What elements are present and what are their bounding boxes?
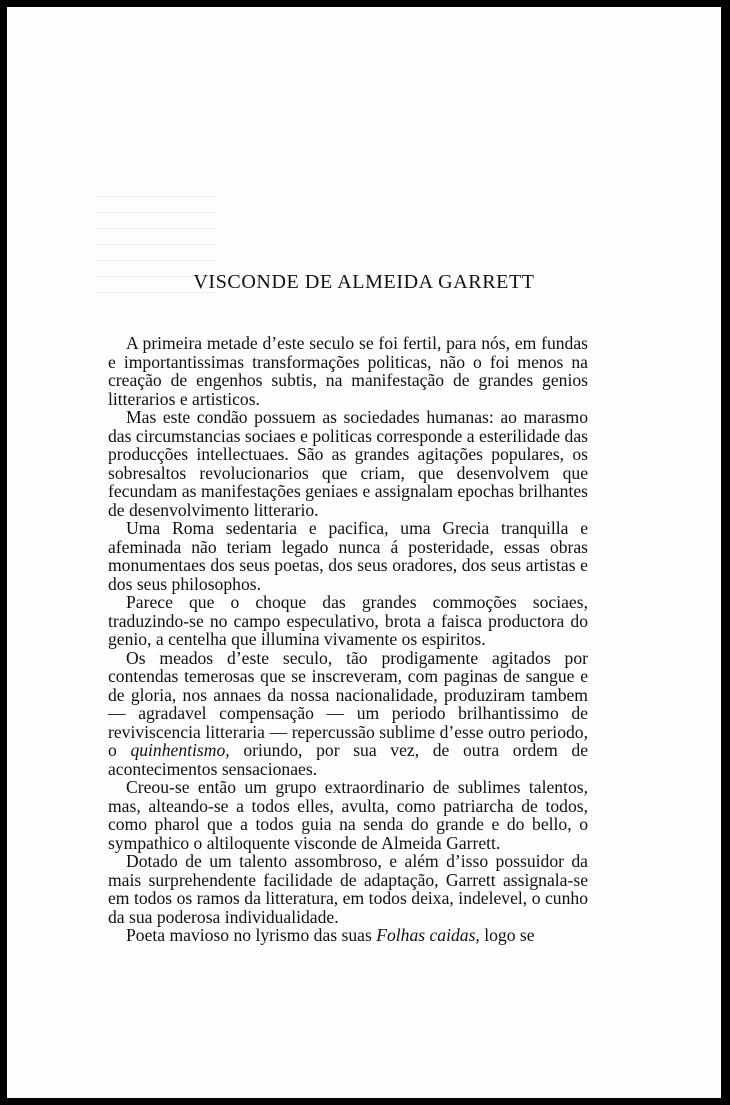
paragraph — [108, 593, 588, 649]
paragraph — [108, 649, 588, 779]
text-run: A primeira metade d’este seculo se foi fertil, para nós, em fundas e importantissimas transformações politicas, não o foi menos na creação de engenhos subtis, na manifestação de grandes genios litterarios e artisticos. — [108, 333, 588, 409]
italic-text: Folhas caidas, — [376, 925, 480, 945]
paragraph — [108, 852, 588, 926]
paragraph — [108, 926, 588, 945]
paragraph — [108, 334, 588, 408]
text-run: Parece que o choque das grandes commoções sociaes, traduzindo-se no campo especulativo, brota a faisca productora do genio, a centelha que illumina vivamente os espiritos. — [108, 592, 588, 649]
text-run: Dotado de um talento assombroso, e além d’isso possuidor da mais surprehendente facilidade de adaptação, Garrett assignala-se em todos os ramos da litteratura, em todos deixa, indelevel, o cunho da sua poderosa individualidade. — [108, 851, 588, 927]
text-run: Creou-se então um grupo extraordinario de sublimes talentos, mas, alteando-se a todos elles, avulta, como patriarcha de todos, como pharol que a todos guia na senda do grande e do bello, o sympathico o altiloquente visconde de Almeida Garrett. — [108, 777, 588, 853]
text-run: Mas este condão possuem as sociedades humanas: ao marasmo das circumstancias sociaes e politicas corresponde a esterilidade das producções intellectuaes. São as grandes agitações populares, os sobresaltos revolucionarios que criam, que desenvolvem que fecundam as manifestações geniaes e assignalam epochas brilhantes de desenvolvimento litterario. — [108, 407, 588, 520]
text-run: Poeta mavioso no lyrismo das suas — [126, 925, 377, 945]
italic-text: quinhentismo, — [130, 740, 230, 760]
page-title: VISCONDE DE ALMEIDA GARRETT — [193, 271, 535, 293]
paragraph — [108, 778, 588, 852]
book-page — [7, 7, 721, 1098]
text-run: Uma Roma sedentaria e pacifica, uma Grecia tranquilla e afeminada não teriam legado nunca á posteridade, essas obras monumentaes dos seus poetas, dos seus oradores, dos seus artistas e dos seus philosophos. — [108, 518, 588, 594]
paragraph — [108, 408, 588, 519]
paragraph — [108, 519, 588, 593]
text-run: logo se — [479, 925, 535, 945]
text-run: Os meados d’este seculo, tão prodigamente agitados por contendas temerosas que se inscreveram, com paginas de sangue e de gloria, nos annaes da nossa nacionalidade, produziram tambem — agradavel compensação — um periodo brilhantissimo de reviviscencia litteraria — repercussão sublime d’esse outro periodo, o — [108, 647, 588, 760]
body-text — [108, 334, 588, 945]
text-run: oriundo, por sua vez, de outra ordem de acontecimentos sensacionaes. — [108, 740, 589, 779]
